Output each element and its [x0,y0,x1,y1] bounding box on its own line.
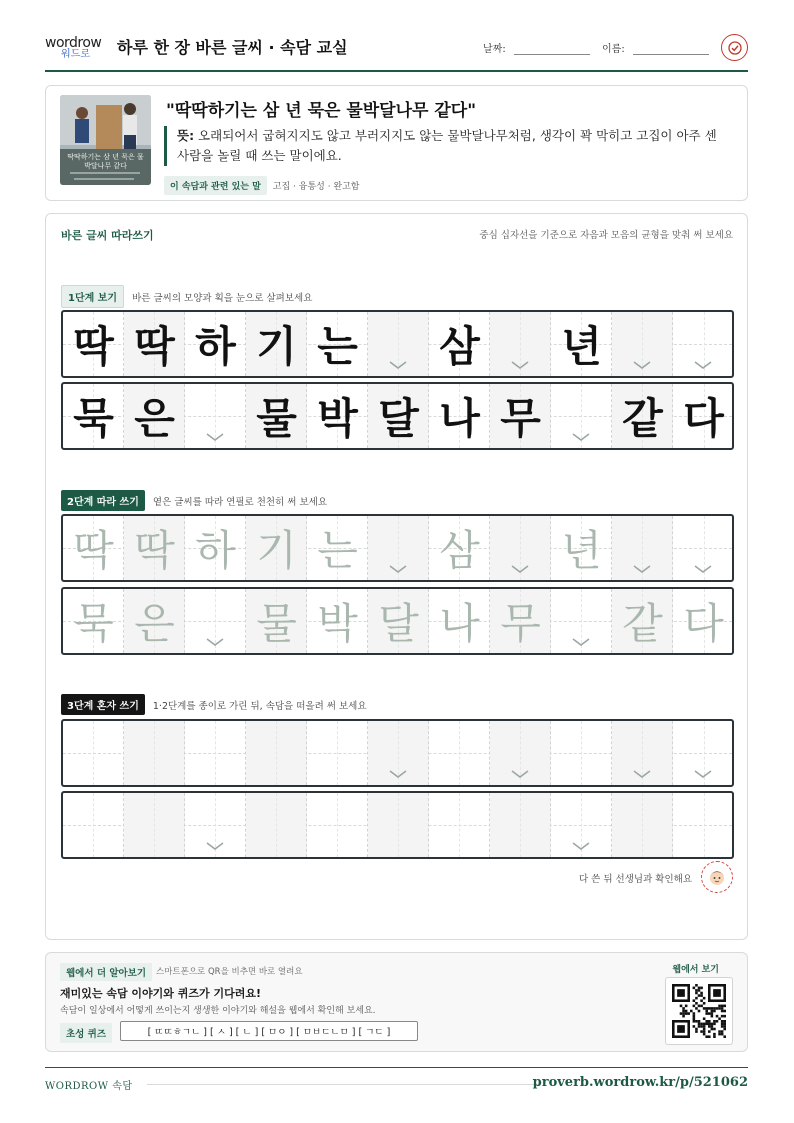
trace-glyph: 은 [134,599,175,648]
web-description: 속담이 일상에서 어떻게 쓰이는지 생생한 이야기와 해설을 웹에서 확인해 보세요. [60,1006,376,1016]
model-glyph: 은 [134,394,175,443]
name-field[interactable] [602,40,709,55]
meaning-text: 오래되어서 굽혀지지도 않고 부러지지도 않는 물박달나무처럼, 생각이 꽉 막히고 고집이 아주 센 사람을 놀릴 때 쓰는 말이에요. [177,128,717,163]
wordrow-logo [45,36,107,62]
trace-glyph: 달 [378,599,419,648]
writing-cell[interactable] [368,793,429,857]
guide-vertical [276,793,277,857]
writing-cell[interactable] [551,721,612,785]
model-glyph: 딱 [73,322,114,371]
step3-badge: 3단계 혼자 쓰기 [61,694,145,715]
step2-desc: 옅은 글씨를 따라 연필로 천천히 써 보세요 [152,496,328,508]
step1-desc: 바른 글씨의 모양과 획을 눈으로 살펴보세요 [132,292,313,304]
trace-glyph: 다 [683,599,724,648]
writing-cell[interactable] [246,793,307,857]
guide-vertical [520,793,521,857]
trace-glyph: 딱 [134,526,175,575]
model-glyph: 묵 [73,394,114,443]
guide-vertical [154,793,155,857]
proverb-card [45,85,748,201]
model-glyph: 물 [256,394,297,443]
page-footer [45,1067,748,1097]
guide-vertical [215,721,216,785]
model-glyph: 하 [195,322,236,371]
space-mark-icon [632,360,652,370]
date-label: 날짜: [483,44,506,55]
step2-badge: 2단계 따라 쓰기 [61,490,145,511]
trace-glyph: 박 [317,599,358,648]
model-glyph: 다 [683,394,724,443]
space-mark-icon [510,360,530,370]
model-glyph: 같 [622,394,663,443]
step1-line1 [61,310,734,378]
date-field[interactable] [483,40,590,55]
space-mark-icon [693,769,713,779]
date-line[interactable] [514,43,590,55]
qr-label: 웹에서 보기 [672,965,719,975]
trace-glyph: 딱 [73,526,114,575]
guide-vertical [93,793,94,857]
writing-cell[interactable] [246,721,307,785]
space-mark-icon [693,564,713,574]
writing-cell[interactable] [63,721,124,785]
writing-cell[interactable] [124,721,185,785]
space-mark-icon [205,637,225,647]
trace-glyph: 나 [439,599,480,648]
trace-glyph: 묵 [73,599,114,648]
step2-heading [61,490,327,511]
guide-vertical [337,721,338,785]
space-mark-icon [571,637,591,647]
footer-url[interactable]: proverb.wordrow.kr/p/521062 [532,1075,748,1090]
trace-glyph: 같 [622,599,663,648]
guide-vertical [276,721,277,785]
guide-vertical [459,721,460,785]
web-tag-sub: 스마트폰으로 QR을 비추면 바로 열려요 [156,967,303,977]
space-mark-icon [571,841,591,851]
step3-line1[interactable] [61,719,734,787]
proverb-title: "딱딱하기는 삼 년 묵은 물박달나무 같다" [166,101,477,121]
guide-vertical [93,721,94,785]
footer-divider [147,1084,538,1085]
model-glyph: 달 [378,394,419,443]
writing-cell[interactable] [307,721,368,785]
space-mark-icon [388,769,408,779]
trace-glyph: 는 [317,526,358,575]
done-note: 다 쓴 뒤 선생님과 확인해요 [578,874,692,885]
name-line[interactable] [633,43,709,55]
space-mark-icon [205,841,225,851]
model-glyph: 딱 [134,322,175,371]
illustration-caption: 딱딱하기는 삼 년 묵은 물박달나무 같다 [67,153,144,170]
page-header [45,30,748,72]
web-more-box [45,952,748,1052]
model-glyph: 삼 [439,322,480,371]
related-list: 고집 · 융통성 · 완고함 [272,182,360,192]
space-mark-icon [632,769,652,779]
check-stamp-icon [721,34,748,61]
space-mark-icon [205,432,225,442]
writing-cell[interactable] [307,793,368,857]
step3-desc: 1·2단계를 종이로 가린 뒤, 속담을 떠올려 써 보세요 [152,700,367,712]
trace-glyph: 년 [561,526,602,575]
related-words [164,176,360,195]
guide-vertical [337,793,338,857]
guide-vertical [642,793,643,857]
space-mark-icon [571,432,591,442]
guide-vertical [398,793,399,857]
space-mark-icon [510,769,530,779]
step1-badge: 1단계 보기 [61,285,124,308]
page-title: 하루 한 장 바른 글씨 · 속담 교실 [117,38,348,57]
step3-heading [61,694,367,715]
chosung-quiz-box: [ ㄸㄸㅎㄱㄴ ] [ ㅅ ] [ ㄴ ] [ ㅁㅇ ] [ ㅁㅂㄷㄴㅁ ] [ ㄱㄷ ] [120,1021,418,1041]
logo-korean: 워드로 [61,49,90,60]
model-glyph: 박 [317,394,358,443]
writing-cell[interactable] [124,793,185,857]
writing-cell[interactable] [429,793,490,857]
guide-vertical [459,793,460,857]
space-mark-icon [632,564,652,574]
model-glyph: 년 [561,322,602,371]
guide-vertical [704,793,705,857]
web-tag: 웹에서 더 알아보기 [60,963,152,981]
practice-title: 바른 글씨 따라쓰기 [61,229,154,242]
model-glyph: 는 [317,322,358,371]
model-glyph: 무 [500,394,541,443]
teacher-mascot-icon [701,861,733,893]
proverb-meaning [164,126,729,166]
writing-cell[interactable] [63,793,124,857]
writing-cell[interactable] [185,721,246,785]
space-mark-icon [693,360,713,370]
handwriting-practice-panel [45,213,748,940]
qr-code-icon[interactable] [665,977,733,1045]
step2-line1[interactable] [61,514,734,582]
step1-line2 [61,382,734,450]
writing-cell[interactable] [429,721,490,785]
step3-line2[interactable] [61,791,734,859]
web-headline: 재미있는 속담 이야기와 퀴즈가 기다려요! [60,987,261,1000]
logo-wordmark: wordrow [45,35,102,51]
trace-glyph: 삼 [439,526,480,575]
guide-vertical [154,721,155,785]
related-label: 이 속담과 관련 있는 말 [164,176,267,195]
proverb-illustration [60,95,151,185]
writing-cell[interactable] [490,793,551,857]
writing-cell[interactable] [673,793,734,857]
model-glyph: 나 [439,394,480,443]
guide-vertical [581,721,582,785]
space-mark-icon [388,564,408,574]
model-glyph: 기 [256,322,297,371]
space-mark-icon [388,360,408,370]
writing-cell[interactable] [612,793,673,857]
meaning-label: 뜻: [177,128,195,143]
quiz-label: 초성 퀴즈 [60,1023,112,1043]
trace-glyph: 하 [195,526,236,575]
trace-glyph: 기 [256,526,297,575]
trace-glyph: 무 [500,599,541,648]
step1-heading [61,285,312,308]
practice-hint: 중심 십자선을 기준으로 자음과 모음의 균형을 맞춰 써 보세요 [479,230,733,241]
step2-line2[interactable] [61,587,734,655]
footer-brand: WORDROW 속담 [45,1081,133,1092]
name-label: 이름: [602,44,625,55]
space-mark-icon [510,564,530,574]
trace-glyph: 물 [256,599,297,648]
